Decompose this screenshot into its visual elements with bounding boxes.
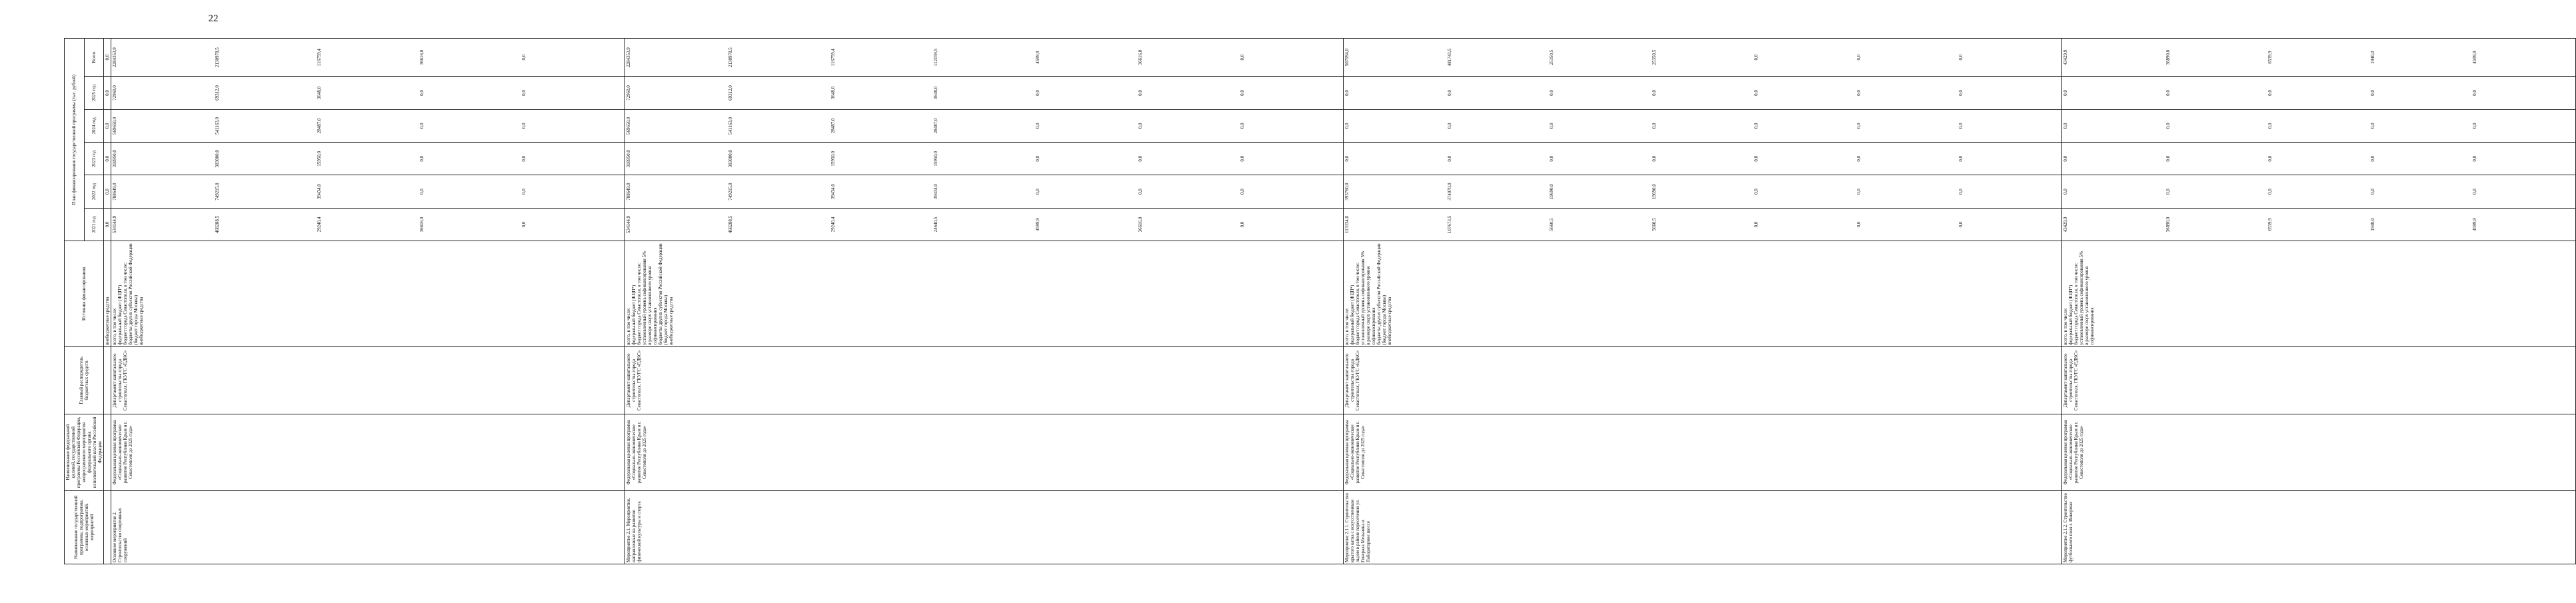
value-cell: 0,0 [104,208,111,241]
value-item: 0,0 [1856,90,1862,96]
value-item: 0,0 [1958,221,1964,228]
value-item: 468288,5 [728,215,734,234]
empty-cell [104,490,111,564]
value-item: 0,0 [521,221,527,228]
value-item: 36890,0 [2165,49,2171,65]
value-item: 0,0 [2267,123,2273,129]
value-item: 468288,5 [214,215,220,234]
value-item: 24640,5 [932,217,938,233]
value-item: 0,0 [1958,54,1964,61]
source-item: внебюджетные средства [668,297,674,345]
value-item: 0,0 [1446,90,1452,96]
value-item: 0,0 [2165,123,2171,129]
value-item: 0,0 [2369,90,2375,96]
source-list [2061,241,2575,347]
value-item: 0,0 [419,189,425,195]
measure-name: Мероприятие 2.1. Мероприятия, направленные на развитие физической культуры и спорта [625,490,1343,564]
value-item: 0,0 [1035,90,1041,96]
value-item: 29240,4 [830,217,836,233]
program-name: Федеральная целевая программа «Социально-экономическое развитие Республики Крым и г. Севастополя до 2025 года» [1343,414,2061,490]
value-column [111,175,625,208]
value-item: 0,0 [1958,155,1964,162]
value-item: 36890,0 [2165,217,2171,233]
value-item: 0,0 [1549,90,1555,96]
value-column [625,39,1343,77]
value-column [111,39,625,77]
source-item: установленный уровень софинансирования 5% [2078,251,2084,345]
value-item: 0,0 [2062,90,2068,96]
value-item: 15950,0 [830,151,836,167]
table-row-top [104,39,111,564]
value-item: 0,0 [1446,123,1452,129]
budget-manager: Департамент капитального строительства города Севастополя, ГКУГС «ЕДКС» [111,346,625,414]
value-item: 0,0 [1240,189,1246,195]
source-item: федеральный бюджет (ФЦП*) [2067,285,2073,345]
value-item: 2130978,5 [214,47,220,67]
value-item: 0,0 [2165,155,2171,162]
value-item: 0,0 [1549,155,1555,162]
value-item: 0,0 [1958,90,1964,96]
value-item: 25350,5 [1651,49,1657,65]
value-item: 4599,9 [1035,51,1041,64]
value-item: 0,0 [2062,155,2068,162]
value-item: 36616,0 [419,217,425,233]
source-item: федеральный бюджет (ФЦП*) [631,285,637,345]
value-item: 0,0 [2472,90,2478,96]
value-item: 0,0 [1651,155,1657,162]
source-item: всего, в том числе: [1344,308,1350,345]
empty-cell [104,414,111,490]
value-column [625,208,1343,241]
value-item: 0,0 [2267,155,2273,162]
value-item: 15950,0 [317,151,323,167]
source-item: федеральный бюджет (ФЦП*) [117,285,123,345]
value-column [2061,208,2575,241]
source-item: бюджет города Севастополя, в том числе: [2073,263,2079,345]
value-item: 0,0 [1754,54,1760,61]
table-row [625,39,1343,564]
value-column [2061,175,2575,208]
value-cell: 0,0 [104,39,111,77]
program-name: Федеральная целевая программа «Социально-экономическое развитие Республики Крым и г. Севастополя до 2025 года» [2061,414,2575,490]
source-item: в размере сверх установленного уровня софинансирования [646,266,658,345]
value-item: 6539,9 [2267,218,2273,231]
table-row [111,39,625,564]
value-item: 28487,0 [317,118,323,134]
value-item: 0,0 [1856,155,1862,162]
value-item: 0,0 [1137,90,1143,96]
value-column [2061,143,2575,175]
source-list [625,241,1343,347]
value-item: 318950,0 [112,150,117,168]
value-item: 2284353,9 [112,47,117,67]
value-item: 113334,0 [1344,216,1350,233]
source-item: внебюджетные средства [1386,297,1392,345]
value-cell: 0,0 [104,143,111,175]
value-item: 0,0 [2267,90,2273,96]
value-item: 0,0 [2472,189,2478,195]
value-item: 4599,9 [2472,218,2478,231]
value-item: 1940,0 [2369,218,2375,231]
value-item: 788649,0 [112,183,117,201]
value-item: 15950,0 [932,151,938,167]
source-item: внебюджетные средства [139,297,144,345]
value-item: 116759,4 [317,49,323,67]
value-item: 36616,0 [1137,49,1143,65]
value-item: 28487,0 [830,118,836,134]
value-item: 0,0 [1344,155,1350,162]
header-program: Наименование федеральной целевой, государственной программы Российской Федерации, непрограммного мероприятия федерального органа исполнительной власти Российской Федерации [65,414,104,490]
value-item: 25350,5 [1549,49,1555,65]
source-item: установленный уровень софинансирования 5% [1360,251,1366,345]
value-item: 749215,0 [728,183,734,201]
header-source: Источник финансирования [65,241,104,347]
source-list [111,241,625,347]
value-item: 0,0 [1651,90,1657,96]
value-item: 0,0 [1856,123,1862,129]
value-item: 318950,0 [625,150,631,168]
value-column [2061,39,2575,77]
value-item: 5660,5 [1549,218,1555,231]
value-item: 3648,0 [317,86,323,100]
value-item: 0,0 [1958,189,1964,195]
value-cell: 0,0 [104,175,111,208]
value-item: 36616,0 [419,49,425,65]
value-item: 72960,0 [112,85,117,101]
value-item: 107673,5 [1446,215,1452,234]
value-item: 541163,0 [214,117,220,135]
value-item: 0,0 [2165,90,2171,96]
value-item: 0,0 [1137,155,1143,162]
value-item: 749215,0 [214,183,220,201]
table-row [2061,39,2575,564]
value-item: 0,0 [2165,189,2171,195]
measure-name: Мероприятие 2.1.1. Строительство крытого катка с искусственным льдом в районе пересечения ул. Генерала Мельника и Лабораторное шоссе [1343,490,2061,564]
value-item: 116759,4 [830,49,836,67]
source-item: бюджет города Севастополя, в том числе: [1354,263,1360,345]
value-item: 0,0 [1856,221,1862,228]
value-item: 0,0 [2369,189,2375,195]
value-column [111,208,625,241]
value-item: 0,0 [521,155,527,162]
source-item: установленный уровень софинансирования 5% [641,251,647,345]
value-item: 0,0 [1344,123,1350,129]
value-item: 0,0 [2472,123,2478,129]
value-item: 0,0 [2062,123,2068,129]
value-item: 534144,9 [625,215,631,234]
value-item: 0,0 [1137,123,1143,129]
source-cell: внебюджетные средства [104,241,111,347]
value-item: 374070,0 [1446,183,1452,201]
value-cell: 0,0 [104,109,111,142]
value-item: 0,0 [2472,155,2478,162]
value-item: 0,0 [1754,123,1760,129]
value-item: 0,0 [1035,155,1041,162]
source-item: бюджет города Севастополя, в том числе: [636,263,642,345]
value-item: 112159,5 [932,49,938,67]
value-item: 0,0 [1651,123,1657,129]
value-item: 0,0 [1958,123,1964,129]
value-item: 39434,0 [317,184,323,199]
value-item: 0,0 [521,90,527,96]
value-item: 1940,0 [2369,51,2375,64]
value-item: 0,0 [521,123,527,129]
source-item: бюджеты других субъектов Российской Федерации (бюджет города Москвы) [128,243,139,345]
value-column [1343,109,2061,142]
value-item: 19690,0 [1549,184,1555,199]
value-item: 4599,9 [1035,218,1041,231]
header-total: Всего [84,39,104,77]
value-item: 0,0 [2062,189,2068,195]
value-item: 788649,0 [625,183,631,201]
table-row [1343,39,2061,564]
value-column [625,143,1343,175]
header-manager: Главный распорядитель бюджетных средств [65,346,104,414]
source-item: всего, в том числе: [2062,308,2068,345]
table-body [104,39,2576,564]
header-year: 2021 год [84,208,104,241]
value-item: 569650,0 [625,117,631,135]
measure-name: Основное мероприятие 2. Строительство спортивных сооружений [111,490,625,564]
source-item: в размере сверх установленного уровня софинансирования [2083,266,2095,345]
value-item: 0,0 [1549,123,1555,129]
value-item: 69312,0 [728,85,734,101]
value-item: 0,0 [1240,155,1246,162]
value-item: 43429,9 [2062,217,2068,233]
source-item: бюджет города Севастополя, в том числе: [123,263,128,345]
value-item: 28487,0 [932,118,938,134]
source-item: федеральный бюджет (ФЦП*) [1349,285,1355,345]
value-item: 3648,0 [830,86,836,100]
value-column [1343,208,2061,241]
value-item: 0,0 [1240,90,1246,96]
value-item: 43429,9 [2062,49,2068,65]
value-item: 541163,0 [728,117,734,135]
value-item: 2130978,5 [728,47,734,67]
value-column [625,175,1343,208]
measure-name: Мероприятие 2.1.2. Строительство футбольного поля г. Инкерман [2061,490,2575,564]
value-item: 0,0 [521,189,527,195]
value-item: 0,0 [1240,221,1246,228]
value-item: 5660,5 [1651,218,1657,231]
value-item: 19690,0 [1651,184,1657,199]
value-item: 0,0 [1344,90,1350,96]
source-item: всего, в том числе: [625,308,631,345]
value-item: 0,0 [1754,90,1760,96]
value-item: 0,0 [419,90,425,96]
source-item: бюджеты других субъектов Российской Федерации (бюджет города Москвы) [1376,243,1387,345]
value-item: 481743,5 [1446,49,1452,67]
source-item: в размере сверх установленного уровня софинансирования [1365,266,1376,345]
program-name: Федеральная целевая программа «Социально-экономическое развитие Республики Крым и г. Севастополя до 2025 года» [625,414,1343,490]
value-column [625,109,1343,142]
value-column [1343,175,2061,208]
value-item: 0,0 [1240,123,1246,129]
value-column [2061,77,2575,109]
value-item: 303000,0 [728,150,734,168]
page-number: 22 [208,13,219,24]
value-item: 0,0 [1446,155,1452,162]
value-item: 569650,0 [112,117,117,135]
value-column [111,143,625,175]
header-plan: План финансирования государственной программы (тыс. рублей) [65,39,85,241]
value-column [1343,39,2061,77]
empty-cell [104,346,111,414]
value-column [111,109,625,142]
value-item: 534144,9 [112,215,117,234]
budget-manager: Департамент капитального строительства города Севастополя, ГКУГС «ЕДКС» [2061,346,2575,414]
value-item: 0,0 [1856,54,1862,61]
header-year: 2025 год [84,77,104,109]
source-item: всего, в том числе: [112,308,117,345]
source-item: бюджеты других субъектов Российской Федерации (бюджет города Москвы) [657,243,668,345]
financing-table-frame [64,38,2478,564]
value-column [1343,77,2061,109]
value-item: 0,0 [1754,189,1760,195]
value-column [625,77,1343,109]
value-item: 6539,9 [2267,51,2273,64]
value-cell: 0,0 [104,77,111,109]
value-item: 39434,0 [932,184,938,199]
source-list [1343,241,2061,347]
value-column [1343,143,2061,175]
value-item: 0,0 [419,123,425,129]
budget-manager: Департамент капитального строительства города Севастополя, ГКУГС «ЕДКС» [1343,346,2061,414]
value-item: 0,0 [2369,123,2375,129]
value-item: 39434,0 [830,184,836,199]
value-column [111,77,625,109]
value-item: 0,0 [521,54,527,61]
value-item: 303000,0 [214,150,220,168]
header-year: 2024 год [84,109,104,142]
value-item: 2284353,9 [625,47,631,67]
value-item: 0,0 [1754,155,1760,162]
value-item: 507094,0 [1344,49,1350,67]
value-item: 393760,0 [1344,183,1350,201]
value-item: 3648,0 [932,86,938,100]
program-name: Федеральная целевая программа «Социально-экономическое развитие Республики Крым и г. Севастополя до 2025 года» [111,414,625,490]
budget-manager: Департамент капитального строительства города Севастополя, ГКУГС «ЕДКС» [625,346,1343,414]
value-item: 4599,9 [2472,51,2478,64]
value-item: 36616,0 [1137,217,1143,233]
value-column [2061,109,2575,142]
header-year: 2023 год [84,143,104,175]
value-item: 72960,0 [625,85,631,101]
value-item: 0,0 [2267,189,2273,195]
value-item: 0,0 [2369,155,2375,162]
header-name: Наименование государственной программы, подпрограммы, основных мероприятий, мероприятий [65,490,104,564]
value-item: 0,0 [1035,123,1041,129]
value-item: 0,0 [1856,189,1862,195]
value-item: 0,0 [1754,221,1760,228]
header-row [65,39,85,564]
value-item: 0,0 [1240,54,1246,61]
financing-table [64,38,2576,564]
value-item: 29240,4 [317,217,323,233]
value-item: 0,0 [1035,189,1041,195]
value-item: 69312,0 [214,85,220,101]
header-year: 2022 год [84,175,104,208]
value-item: 0,0 [1137,189,1143,195]
value-item: 0,0 [419,155,425,162]
